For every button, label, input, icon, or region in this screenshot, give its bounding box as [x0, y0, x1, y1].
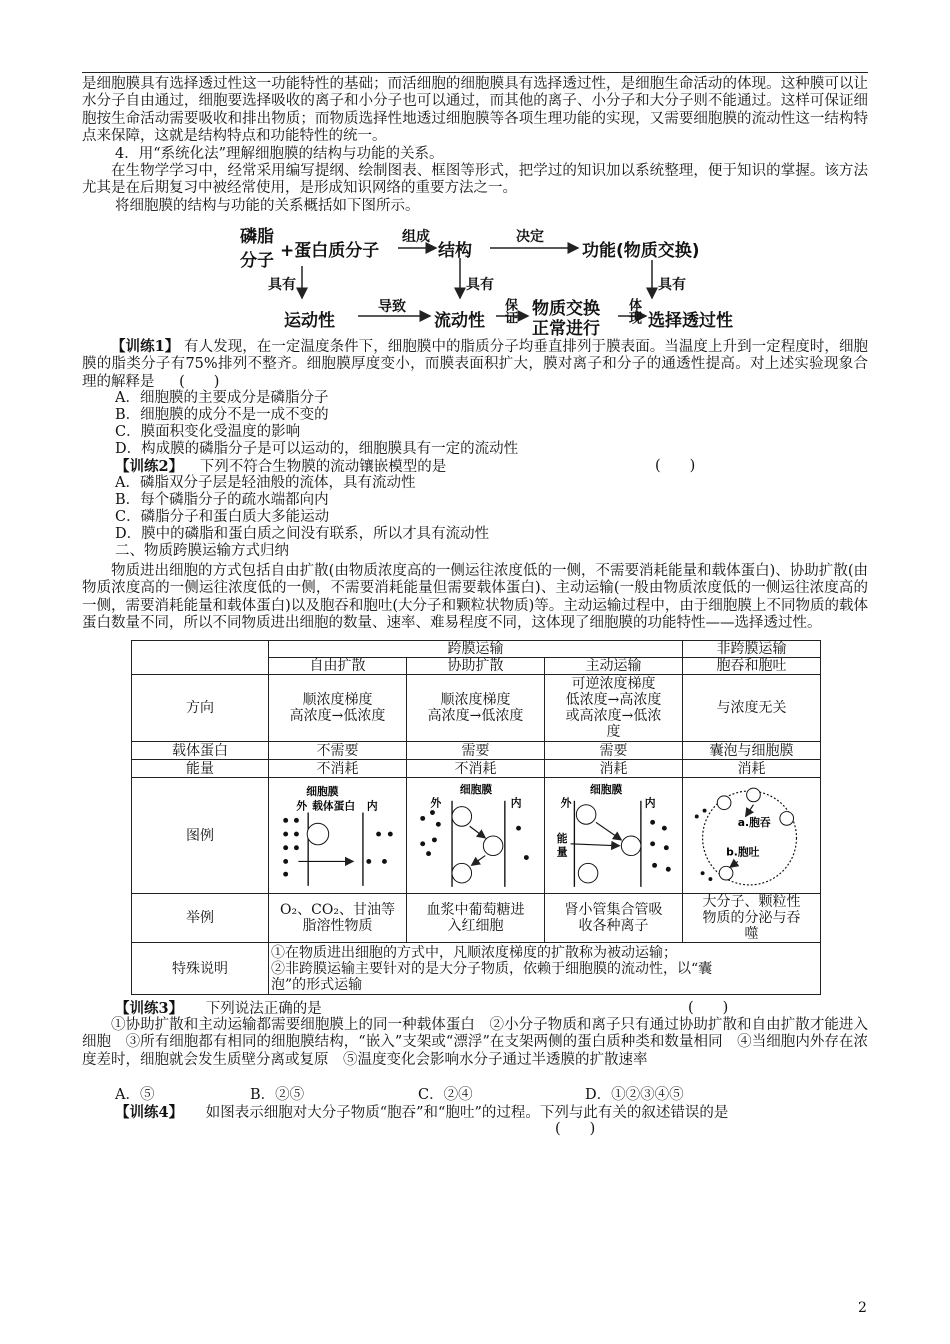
carrier-facilitated: 需要	[407, 742, 545, 760]
carrier-free: 不需要	[269, 742, 407, 760]
active-transport-diagram	[547, 782, 680, 890]
paragraph-systematic-method: 4．用“系统化法”理解细胞膜的结构与功能的关系。	[115, 146, 444, 162]
exercise-4-bracket: ( )	[555, 1121, 596, 1137]
has-label-1: 具有	[268, 277, 296, 293]
endo-exocytosis-diagram	[685, 782, 818, 890]
facilitated-diffusion-diagram	[409, 782, 542, 890]
row-label-direction: 方向	[132, 675, 269, 742]
exercise-3-option-b: B．②⑤	[250, 1087, 305, 1103]
exercise-3-option-d: D．①②③④⑤	[585, 1087, 684, 1103]
row-label-diagram: 图例	[132, 778, 269, 894]
table-corner-cell	[132, 641, 269, 675]
row-label-energy: 能量	[132, 760, 269, 778]
lead-to-label: 导致	[378, 299, 406, 315]
exercise-3-bracket: ( )	[688, 1000, 729, 1016]
exercise-2-option-a: A．磷脂双分子层是轻油般的流体，具有流动性	[115, 475, 416, 491]
group-header-non-transmembrane: 非跨膜运输	[683, 641, 821, 658]
exercise-4-text: 如图表示细胞对大分子物质“胞吞”和“胞吐”的过程。下列与此有关的叙述错误的是	[205, 1105, 729, 1121]
exercise-3-option-c: C．②④	[418, 1087, 473, 1103]
svg-text:外: 外	[430, 796, 442, 810]
svg-text:量: 量	[556, 845, 568, 859]
svg-text:能: 能	[556, 831, 568, 845]
col-header-free-diffusion: 自由扩散	[269, 658, 407, 675]
energy-facilitated: 不消耗	[407, 760, 545, 778]
exercise-3-statements: ①协助扩散和主动运输都需要细胞膜上的同一种载体蛋白 ②小分子物质和离子只有通过协助扩散和自由扩散才能进入细胞 ③所有细胞都有相同的细胞膜结构，“嵌入”支架或“漂浮”在支架两侧的蛋白质种类和数量相同 ④当细胞内外存在浓度差时，细胞就会发生质壁分离或复原 ⑤温度变化会影响水分子通过半透膜的扩散速率	[82, 1017, 868, 1068]
exercise-3-stem	[115, 1000, 322, 1018]
exercise-1-stem	[82, 338, 868, 391]
exchange-label-2: 正常进行	[532, 319, 600, 339]
exercise-4-stem	[115, 1104, 728, 1122]
exercise-1-bracket: ( )	[179, 373, 220, 390]
transport-summary-table	[131, 640, 821, 995]
example-active: 肾小管集合管吸 收各种离子	[545, 894, 683, 943]
col-header-facilitated-diffusion: 协助扩散	[407, 658, 545, 675]
direction-free: 顺浓度梯度 高浓度→低浓度	[269, 675, 407, 742]
has-label-3: 具有	[658, 277, 686, 293]
svg-text:外: 外	[296, 799, 308, 813]
guarantee-label: 保证	[502, 298, 517, 324]
exercise-4-label: 【训练4】	[115, 1104, 184, 1121]
direction-endo-exo: 与浓度无关	[683, 675, 821, 742]
energy-active: 消耗	[545, 760, 683, 778]
svg-text:外: 外	[560, 796, 572, 810]
energy-free: 不消耗	[269, 760, 407, 778]
section-2-heading: 二、物质跨膜运输方式归纳	[115, 543, 289, 559]
svg-text:内: 内	[510, 796, 522, 810]
example-endo-exo: 大分子、颗粒性 物质的分泌与吞 噬	[683, 894, 821, 943]
exercise-1-option-c: C．膜面积变化受温度的影响	[115, 424, 301, 440]
energy-endo-exo: 消耗	[683, 760, 821, 778]
structure-label: 结构	[438, 241, 472, 261]
page-number: 2	[858, 1300, 867, 1316]
exercise-2-option-b: B．每个磷脂分子的疏水端都向内	[115, 492, 329, 508]
svg-text:细胞膜: 细胞膜	[306, 784, 339, 798]
exercise-2-text: 下列不符合生物膜的流动镶嵌模型的是	[199, 459, 447, 475]
carrier-active: 需要	[545, 742, 683, 760]
col-header-endo-exocytosis: 胞吞和胞吐	[683, 658, 821, 675]
carrier-endo-exo: 囊泡与细胞膜	[683, 742, 821, 760]
exercise-2-label: 【训练2】	[115, 458, 184, 475]
free-diffusion-diagram	[271, 782, 404, 890]
col-header-active-transport: 主动运输	[545, 658, 683, 675]
example-facilitated: 血浆中葡萄糖进 入红细胞	[407, 894, 545, 943]
svg-text:b.胞吐: b.胞吐	[726, 845, 760, 859]
svg-text:细胞膜: 细胞膜	[590, 782, 623, 796]
compose-label: 组成	[402, 229, 430, 245]
diagram-facilitated-diffusion	[407, 778, 545, 894]
decide-label: 决定	[516, 229, 544, 245]
selective-label: 选择透过性	[648, 311, 733, 331]
diagram-endo-exocytosis	[683, 778, 821, 894]
motility-label: 运动性	[284, 311, 335, 331]
exercise-1-text: 有人发现，在一定温度条件下，细胞膜中的脂质分子均垂直排列于膜表面。当温度上升到一定程度时，细胞膜的脂类分子有75%排列不整齐。细胞膜厚度变小，而膜表面积扩大，膜对离子和分子的通透性提高。对上述实验现象合理的解释是	[82, 339, 869, 390]
exercise-2-option-d: D．膜中的磷脂和蛋白质之间没有联系，所以才具有流动性	[115, 526, 490, 542]
exercise-1-label: 【训练1】	[111, 338, 180, 355]
section-2-body: 物质进出细胞的方式包括自由扩散(由物质浓度高的一侧运往浓度低的一侧，不需要消耗能量和载体蛋白)、协助扩散(由物质浓度高的一侧运往浓度低的一侧，不需要消耗能量但需要载体蛋白)、主动运输(一般由物质浓度低的一侧运往浓度高的一侧，需要消耗能量和载体蛋白)以及胞吞和胞吐(大分子和颗粒状物质)等。主动运输过程中，由于细胞膜上不同物质的载体蛋白数量不同，所以不同物质进出细胞的数量、速率、难易程度不同，这体现了细胞膜的功能特性——选择透过性。	[82, 563, 868, 632]
exercise-1-option-a: A．细胞膜的主要成分是磷脂分子	[115, 390, 329, 406]
function-label: 功能(物质交换)	[582, 241, 700, 261]
exercise-3-option-a: A．⑤	[115, 1087, 155, 1103]
direction-active: 可逆浓度梯度 低浓度→高浓度 或高浓度→低浓 度	[545, 675, 683, 742]
example-free: O₂、CO₂、甘油等 脂溶性物质	[269, 894, 407, 943]
header-rule	[82, 72, 868, 73]
diagram-free-diffusion	[269, 778, 407, 894]
svg-text:载体蛋白: 载体蛋白	[312, 799, 356, 813]
svg-text:内: 内	[644, 796, 656, 810]
note-content: ①在物质进出细胞的方式中，凡顺浓度梯度的扩散称为被动运输； ②非跨膜运输主要针对的是大分子物质，依赖于细胞膜的流动性，以“囊 泡”的形式运输	[269, 943, 821, 995]
protein-label: +蛋白质分子	[280, 241, 380, 261]
diagram-active-transport	[545, 778, 683, 894]
paragraph-learning-method: 在生物学学习中，经常采用编写提纲、绘制图表、框图等形式，把学过的知识加以系统整理，便于知识的掌握。该方法尤其是在后期复习中被经常使用，是形成知识网络的重要方法之一。	[82, 163, 868, 197]
row-label-note: 特殊说明	[132, 943, 269, 995]
svg-text:a.胞吞: a.胞吞	[737, 815, 771, 829]
exercise-2-bracket: ( )	[655, 458, 696, 474]
svg-text:内: 内	[366, 799, 378, 813]
paragraph-figure-intro: 将细胞膜的结构与功能的关系概括如下图所示。	[115, 198, 420, 214]
structure-function-concept-map	[238, 222, 733, 339]
phospholipid-label-2: 分子	[240, 251, 274, 271]
row-label-carrier: 载体蛋白	[132, 742, 269, 760]
svg-text:细胞膜: 细胞膜	[459, 782, 493, 796]
exchange-label-1: 物质交换	[532, 299, 600, 319]
fluidity-label: 流动性	[434, 311, 485, 331]
direction-facilitated: 顺浓度梯度 高浓度→低浓度	[407, 675, 545, 742]
embody-label: 体现	[626, 298, 641, 324]
exercise-3-text: 下列说法正确的是	[205, 1001, 322, 1017]
phospholipid-label-1: 磷脂	[240, 227, 274, 247]
row-label-example: 举例	[132, 894, 269, 943]
has-label-2: 具有	[466, 277, 494, 293]
exercise-1-option-b: B．细胞膜的成分不是一成不变的	[115, 407, 329, 423]
group-header-transmembrane: 跨膜运输	[269, 641, 683, 658]
exercise-2-option-c: C．磷脂分子和蛋白质大多能运动	[115, 509, 330, 525]
exercise-2-stem	[115, 458, 446, 476]
exercise-3-label: 【训练3】	[115, 1000, 184, 1017]
paragraph-structure-function: 是细胞膜具有选择透过性这一功能特性的基础；而活细胞的细胞膜具有选择透过性，是细胞生命活动的体现。这种膜可以让水分子自由通过，细胞要选择吸收的离子和小分子也可以通过，而其他的离子、小分子和大分子则不能通过。这样可保证细胞按生命活动需要吸收和排出物质；而物质选择性地透过细胞膜等各项生理功能的实现，又需要细胞膜的流动性这一结构特点来保障，这就是结构特点和功能特性的统一。	[82, 76, 868, 145]
exercise-1-option-d: D．构成膜的磷脂分子是可以运动的，细胞膜具有一定的流动性	[115, 441, 519, 457]
